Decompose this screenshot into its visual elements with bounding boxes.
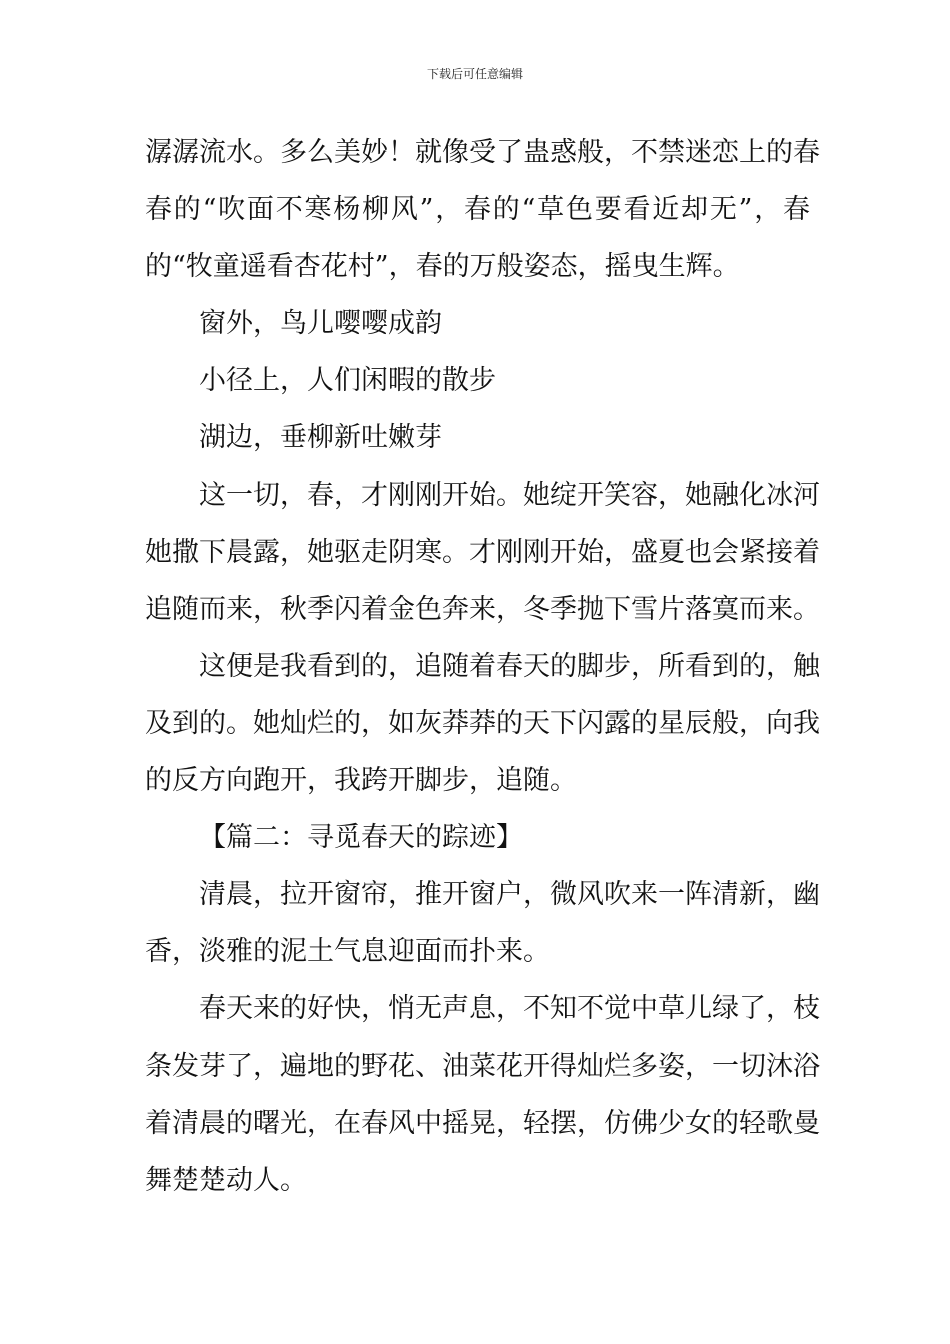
document-body	[145, 124, 820, 1209]
text-line-7: 这一切，春，才刚刚开始。她绽开笑容，她融化冰河	[199, 479, 820, 511]
page-header: 下载后可任意编辑	[426, 67, 523, 81]
text-line-10: 这便是我看到的，追随着春天的脚步，所看到的，触	[199, 650, 820, 682]
section-heading: 【篇二：寻觅春天的踪迹】	[199, 822, 523, 854]
text-line-4: 窗外，鸟儿嘤嘤成韵	[199, 308, 442, 340]
text-line-6: 湖边，垂柳新吐嫩芽	[199, 422, 442, 454]
text-line-16: 春天来的好快，悄无声息，不知不觉中草儿绿了，枝	[199, 993, 820, 1025]
text-line-14: 清晨，拉开窗帘，推开窗户，微风吹来一阵清新，幽	[199, 879, 820, 911]
text-line-17: 条发芽了，遍地的野花、油菜花开得灿烂多姿，一切沐浴	[145, 1050, 820, 1082]
text-line-12: 的反方向跑开，我跨开脚步，追随。	[145, 765, 577, 797]
text-line-8: 她撒下晨露，她驱走阴寒。才刚刚开始，盛夏也会紧接着	[145, 536, 820, 568]
text-line-5: 小径上，人们闲暇的散步	[199, 365, 496, 397]
text-line-19: 舞楚楚动人。	[145, 1164, 307, 1196]
text-line-1: 潺潺流水。多么美妙！就像受了蛊惑般，不禁迷恋上的春	[145, 137, 820, 168]
text-line-2: 春的“吹面不寒杨柳风”，春的“草色要看近却无”，春	[145, 194, 810, 226]
text-line-18: 着清晨的曙光，在春风中摇晃，轻摆，仿佛少女的轻歌曼	[145, 1107, 820, 1139]
text-line-3: 的“牧童遥看杏花村”，春的万般姿态，摇曳生辉。	[145, 251, 740, 283]
text-line-9: 追随而来，秋季闪着金色奔来，冬季抛下雪片落寞而来。	[145, 593, 820, 625]
text-line-11: 及到的。她灿烂的，如灰莽莽的天下闪露的星辰般，向我	[145, 707, 820, 739]
text-line-15: 香，淡雅的泥土气息迎面而扑来。	[145, 936, 550, 968]
